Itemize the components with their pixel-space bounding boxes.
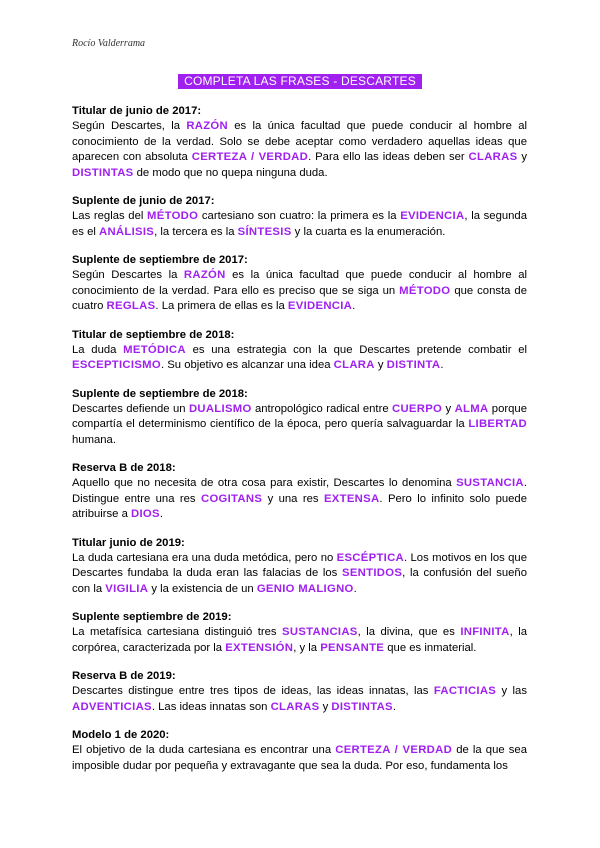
answer-keyword: EXTENSIÓN: [225, 641, 294, 654]
answer-keyword: DISTINTAS: [72, 166, 134, 179]
answer-keyword: CLARAS: [468, 151, 518, 163]
answer-keyword: REGLAS: [106, 300, 156, 312]
answer-keyword: DISTINTAS: [331, 700, 393, 713]
answer-keyword: ESCÉPTICA: [336, 551, 404, 564]
answer-keyword: VIGILIA: [105, 582, 149, 595]
text-fragment: y: [374, 359, 387, 371]
text-fragment: Aquello que no necesita de otra cosa para existir, Descartes lo denomina: [72, 477, 457, 489]
text-fragment: y la existencia de un: [148, 582, 257, 595]
text-fragment: y: [319, 700, 332, 713]
section-heading: Titular de septiembre de 2018:: [72, 328, 235, 341]
answer-keyword: FACTICIAS: [433, 685, 497, 697]
answer-keyword: DUALISMO: [188, 402, 252, 415]
text-fragment: y la cuarta es la enumeración.: [291, 225, 446, 238]
text-fragment: humana.: [72, 433, 116, 446]
section-text: [72, 343, 527, 374]
text-fragment: . Distingue entre una res: [72, 477, 527, 505]
text-fragment: . Su objetivo es alcanzar una idea: [160, 359, 334, 371]
text-fragment: . Para ello las ideas deben ser: [308, 151, 469, 163]
answer-keyword: INFINITA: [460, 626, 510, 638]
answer-keyword: CERTEZA / VERDAD: [191, 151, 309, 163]
answer-keyword: SENTIDOS: [342, 567, 403, 579]
text-fragment: Según Descartes, la: [72, 120, 187, 132]
text-fragment: . Las ideas innatas son: [151, 700, 271, 713]
text-fragment: y: [517, 151, 527, 163]
section-heading: Reserva B de 2018:: [72, 462, 176, 474]
text-fragment: .: [159, 508, 163, 520]
exercise-section: [72, 194, 527, 240]
answer-keyword: MÉTODO: [147, 210, 199, 222]
text-fragment: Descartes defiende un: [72, 402, 189, 415]
page-title: COMPLETA LAS FRASES - DESCARTES: [178, 74, 422, 89]
answer-keyword: SUSTANCIAS: [282, 626, 358, 638]
text-fragment: antropológico radical entre: [251, 402, 393, 415]
answer-keyword: LIBERTAD: [468, 418, 527, 430]
text-fragment: , la divina, que es: [357, 626, 461, 638]
exercise-section: [72, 104, 527, 181]
text-fragment: de la que sea imposible dudar por pequeña y extravagante que sea la duda. Por eso, fundamenta los: [72, 744, 527, 772]
section-heading: Suplente de septiembre de 2018:: [72, 387, 248, 400]
answer-keyword: SÍNTESIS: [237, 225, 292, 238]
author-name: Rocío Valderrama: [72, 38, 146, 49]
section-text: [72, 402, 527, 449]
section-text: [72, 551, 527, 598]
section-text: [72, 625, 527, 656]
text-fragment: La duda: [72, 343, 124, 356]
text-fragment: .: [440, 359, 444, 371]
text-fragment: Descartes distingue entre tres tipos de ideas, las ideas innatas, las: [72, 685, 434, 697]
answer-keyword: MÉTODO: [399, 284, 451, 297]
text-fragment: , la tercera es la: [154, 225, 238, 238]
section-heading: Suplente de junio de 2017:: [72, 195, 215, 207]
exercise-section: [72, 387, 527, 449]
text-fragment: y las: [496, 685, 527, 697]
exercise-section: [72, 669, 527, 715]
answer-keyword: RAZÓN: [186, 120, 228, 132]
text-fragment: que consta de cuatro: [72, 284, 527, 312]
exercise-section: [72, 328, 527, 374]
text-fragment: El objetivo de la duda cartesiana es encontrar una: [72, 744, 336, 756]
text-fragment: es una estrategia con la que Descartes pretende combatir el: [185, 343, 527, 356]
answer-keyword: CERTEZA / VERDAD: [335, 744, 453, 756]
text-fragment: .: [352, 300, 356, 312]
text-fragment: es la única facultad que puede conducir al hombre al conocimiento de la verdad. Para ello es preciso que se siga un: [72, 269, 527, 297]
section-text: [72, 476, 527, 523]
exercise-section: [72, 461, 527, 523]
text-fragment: , la corpórea, caracterizada por la: [72, 626, 527, 654]
text-fragment: , y la: [293, 641, 321, 654]
answer-keyword: EXTENSA: [323, 492, 380, 505]
section-heading: Titular de junio de 2017:: [72, 105, 202, 117]
exercise-section: [72, 536, 527, 598]
text-fragment: Las reglas del: [72, 210, 148, 222]
text-fragment: , la segunda es el: [72, 210, 527, 238]
answer-keyword: ALMA: [454, 402, 489, 415]
answer-keyword: PENSANTE: [320, 641, 385, 654]
text-fragment: Según Descartes la: [72, 269, 184, 281]
exercise-list: [72, 104, 527, 787]
exercise-section: [72, 610, 527, 656]
section-heading: Modelo 1 de 2020:: [72, 729, 170, 741]
text-fragment: La duda cartesiana era una duda metódica, pero no: [72, 551, 337, 564]
answer-keyword: METÓDICA: [123, 343, 186, 356]
text-fragment: . Pero lo infinito solo puede atribuirse a: [72, 492, 527, 520]
exercise-section: [72, 728, 527, 774]
answer-keyword: EVIDENCIA: [400, 210, 465, 222]
answer-keyword: EVIDENCIA: [287, 300, 353, 312]
text-fragment: y una res: [262, 492, 324, 505]
section-text: [72, 209, 527, 240]
text-fragment: porque compartía el determinismo científico de la época, pero quería salvaguardar la: [72, 402, 527, 430]
text-fragment: que es inmaterial.: [384, 641, 477, 654]
section-text: [72, 743, 527, 774]
section-text: [72, 119, 527, 181]
text-fragment: . Los motivos en los que Descartes fundaba la duda eran las falacias de los: [72, 551, 527, 579]
answer-keyword: CUERPO: [392, 402, 443, 415]
answer-keyword: CLARAS: [270, 700, 320, 713]
section-heading: Titular junio de 2019:: [72, 536, 185, 549]
answer-keyword: GENIO MALIGNO: [256, 582, 354, 595]
answer-keyword: ESCEPTICISMO: [72, 359, 161, 371]
answer-keyword: CLARA: [333, 359, 375, 371]
title-wrap: [0, 72, 600, 90]
answer-keyword: RAZÓN: [183, 269, 226, 281]
answer-keyword: SUSTANCIA: [456, 477, 524, 489]
text-fragment: , la confusión del sueño con la: [72, 567, 527, 595]
text-fragment: de modo que no quepa ninguna duda.: [133, 166, 328, 179]
text-fragment: y: [442, 402, 455, 415]
section-heading: Suplente septiembre de 2019:: [72, 611, 232, 623]
answer-keyword: DISTINTA: [386, 359, 441, 371]
answer-keyword: DIOS: [131, 508, 160, 520]
answer-keyword: COGITANS: [200, 492, 263, 505]
text-fragment: cartesiano son cuatro: la primera es la: [198, 210, 401, 222]
section-text: [72, 268, 527, 315]
text-fragment: .: [392, 700, 397, 713]
text-fragment: . La primera de ellas es la: [155, 300, 288, 312]
section-heading: Suplente de septiembre de 2017:: [72, 254, 248, 266]
answer-keyword: ADVENTICIAS: [72, 700, 152, 713]
exercise-section: [72, 253, 527, 315]
answer-keyword: ANÁLISIS: [99, 225, 155, 238]
section-heading: Reserva B de 2019:: [72, 670, 176, 682]
text-fragment: es la única facultad que puede conducir al hombre al conocimiento de la verdad. Solo se debe aceptar como verdadero aquellas ideas que aparecen con absoluta: [72, 120, 527, 163]
section-text: [72, 684, 527, 715]
text-fragment: La metafísica cartesiana distinguió tres: [72, 626, 283, 638]
text-fragment: .: [353, 582, 357, 595]
